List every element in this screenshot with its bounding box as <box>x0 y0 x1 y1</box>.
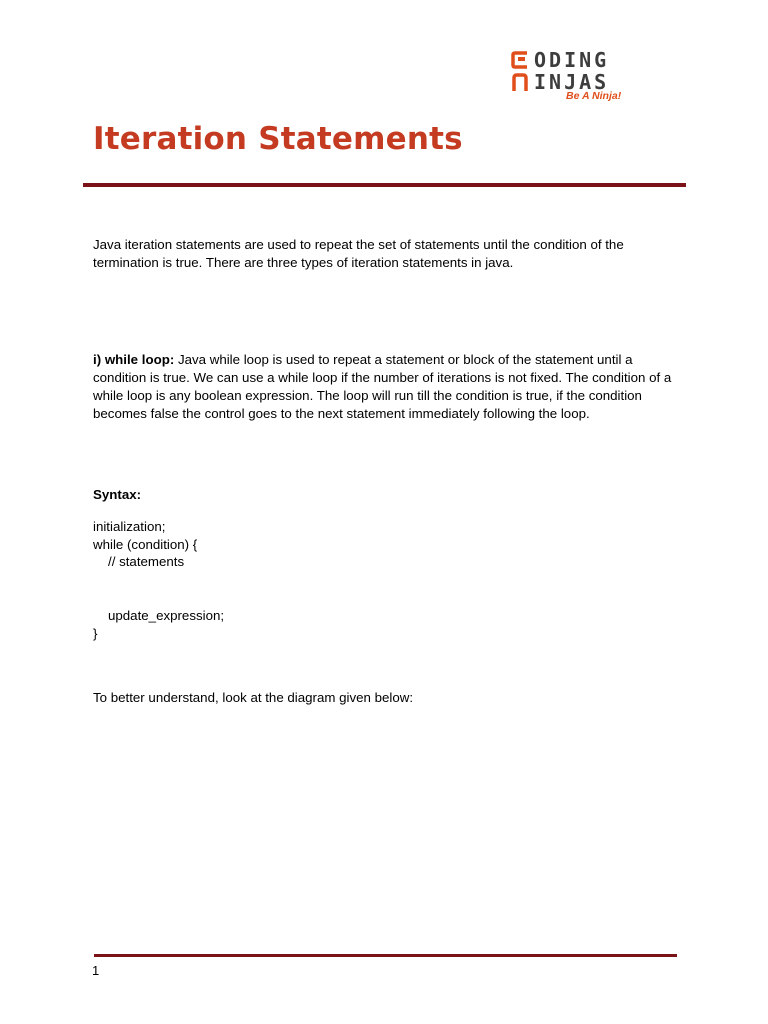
logo-word-coding: ODING <box>534 48 610 72</box>
logo-tagline: Be A Ninja! <box>566 90 622 102</box>
title-divider <box>83 183 686 187</box>
while-loop-label: i) while loop: <box>93 352 175 367</box>
page-title: Iteration Statements <box>93 121 463 157</box>
intro-paragraph: Java iteration statements are used to repeat the set of statements until the condition of the termination is true. There are three types of iteration statements in java. <box>93 237 624 270</box>
syntax-line: while (condition) { <box>93 537 198 552</box>
coding-ninjas-c-mark-icon <box>510 50 530 70</box>
diagram-note: To better understand, look at the diagram given below: <box>93 690 414 705</box>
coding-ninjas-logo <box>510 48 630 104</box>
syntax-line: initialization; <box>93 519 166 534</box>
logo-row-bottom <box>510 72 609 92</box>
syntax-line: } <box>93 626 98 641</box>
coding-ninjas-n-mark-icon <box>510 72 530 92</box>
syntax-line: // statements <box>108 554 185 569</box>
while-loop-description: Java while loop is used to repeat a statement or block of the statement until a condition is true. We can use a while loop if the number of iterations is not fixed. The condition of a while loop is any boolean expression. The loop will run till the condition is true, if the condition becomes false the control goes to the next statement immediately following the loop. <box>93 352 672 421</box>
logo-word-ninjas: INJAS <box>534 70 610 94</box>
logo-row-top <box>510 50 609 70</box>
while-loop-paragraph <box>93 351 683 423</box>
syntax-line: update_expression; <box>108 608 225 623</box>
syntax-heading: Syntax: <box>93 487 142 502</box>
page-number: 1 <box>92 963 100 978</box>
footer-divider <box>94 954 677 957</box>
